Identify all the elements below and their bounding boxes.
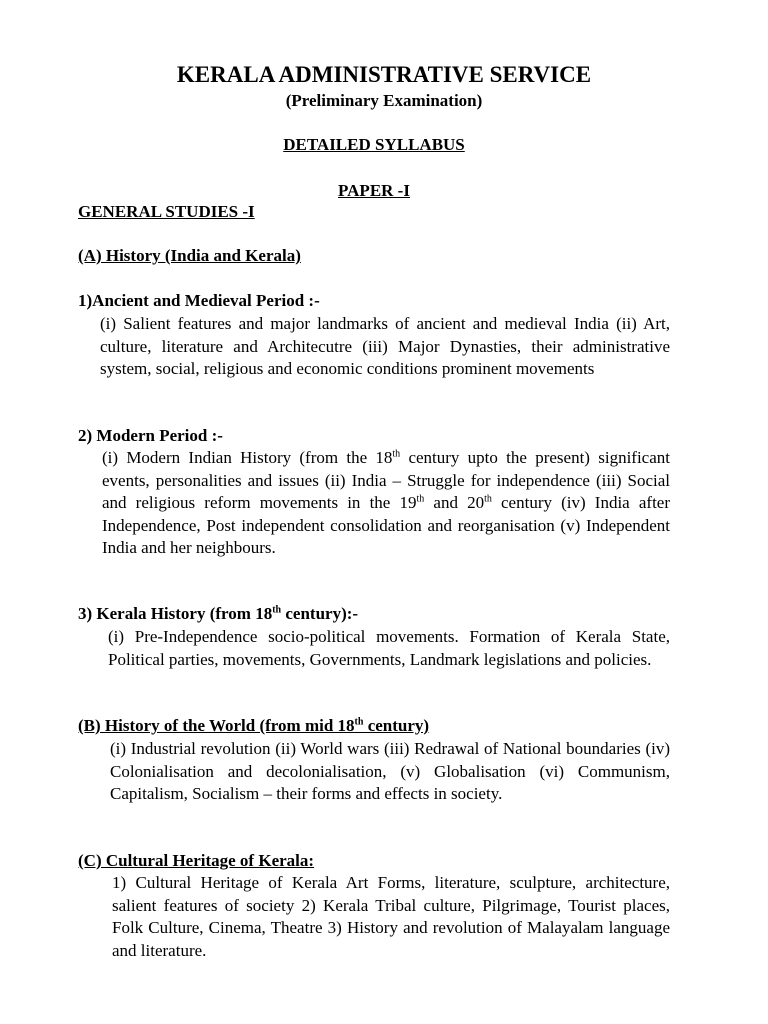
subsection-kerala-text: (i) Pre-Independence socio-political movements. Formation of Kerala State, Political parties, movements, Governments, Landmark legislations and policies.	[108, 627, 670, 669]
section-b-text: (i) Industrial revolution (ii) World wars (iii) Redrawal of National boundaries (iv) Colonialisation and decolonialisation, (v) Globalisation (vi) Communism, Capitalism, Socialism – their forms and effects in society.	[110, 739, 670, 803]
subsection-ancient-heading: 1)Ancient and Medieval Period :-	[78, 291, 320, 310]
section-b-heading: (B) History of the World (from mid 18th century)	[78, 716, 430, 735]
section-c-heading: (C) Cultural Heritage of Kerala:	[78, 851, 315, 870]
subsection-kerala-heading: 3) Kerala History (from 18th century):-	[78, 604, 359, 623]
section-c-text: 1) Cultural Heritage of Kerala Art Forms, literature, sculpture, architecture, salient features of society 2) Kerala Tribal culture, Pilgrimage, Tourist places, Folk Culture, Cinema, Theatre 3) History and revolution of Malayalam language and literature.	[112, 873, 670, 960]
syllabus-heading: DETAILED SYLLABUS	[283, 135, 465, 154]
section-a-heading: (A) History (India and Kerala)	[78, 246, 301, 265]
subsection-modern-text: (i) Modern Indian History (from the 18th century upto the present) significant events, personalities and issues (ii) India – Struggle for independence (iii) Social and religious reform movements in the 19th and 20th century (iv) India after Independence, Post independent consolidation and reorganisation (v) Independent India and her neighbours.	[102, 448, 671, 557]
subsection-modern-heading: 2) Modern Period :-	[78, 426, 223, 445]
general-studies-heading: GENERAL STUDIES -I	[78, 202, 255, 221]
paper-heading: PAPER -I	[338, 181, 410, 200]
document-subtitle: (Preliminary Examination)	[285, 91, 483, 110]
document-title: KERALA ADMINISTRATIVE SERVICE	[176, 62, 592, 87]
subsection-ancient-text: (i) Salient features and major landmarks of ancient and medieval India (ii) Art, culture, literature and Architecutre (iii) Major Dynasties, their administrative system, social, religious and economic conditions prominent movements	[100, 314, 670, 378]
